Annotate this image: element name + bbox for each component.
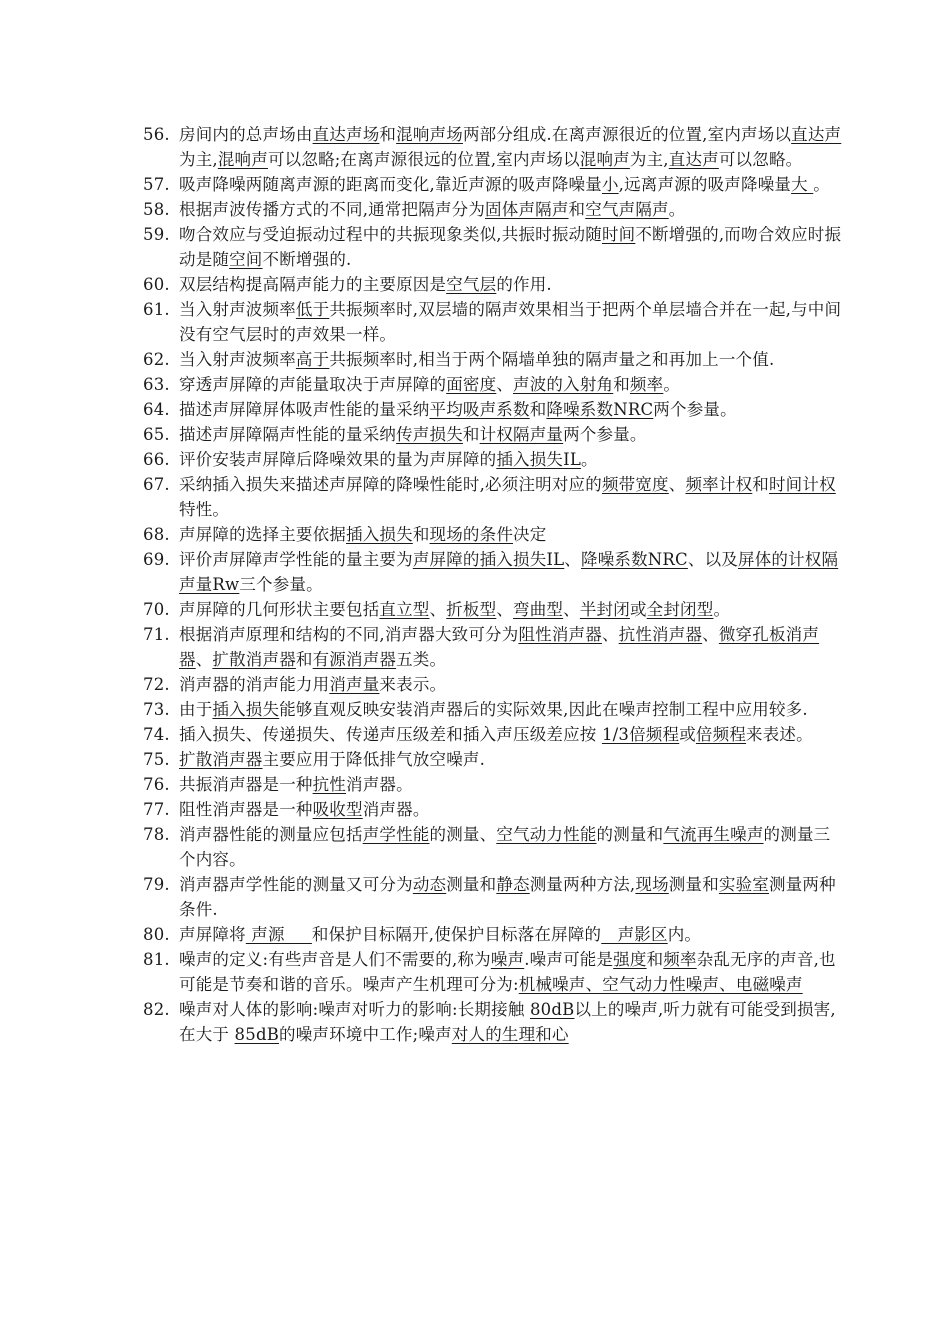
underlined-answer: 半封闭 (579, 600, 630, 619)
list-item (143, 822, 843, 872)
list-item (143, 547, 843, 597)
item-text (179, 822, 843, 872)
item-number: 75. (143, 750, 170, 769)
list-item (143, 697, 843, 722)
underlined-answer: 折板型 (446, 600, 497, 619)
item-text (179, 597, 843, 622)
item-number: 61. (143, 300, 170, 319)
text-segment: 共振频率时,相当于两个隔墙单独的隔声量之和再加上一个值. (329, 350, 775, 369)
text-segment: 能够直观反映安装消声器后的实际效果,因此在噪声控制工程中应用较多. (279, 700, 808, 719)
underlined-answer: 空气声隔声 (585, 200, 669, 219)
item-text (179, 397, 843, 422)
text-segment: 或 (629, 600, 647, 619)
underlined-answer: 降噪系数NRC (581, 550, 688, 569)
item-number: 69. (143, 550, 170, 569)
text-segment: 和 (462, 425, 480, 444)
underlined-answer: 频率 (663, 950, 697, 969)
text-segment: 、以及 (687, 550, 738, 569)
item-text (179, 172, 843, 197)
text-segment: 、 (429, 600, 447, 619)
text-segment: 评价声屏障声学性能的量主要为 (179, 550, 413, 569)
item-text (179, 797, 843, 822)
item-number: 74. (143, 725, 170, 744)
underlined-answer: 计权隔声量 (479, 425, 564, 444)
text-segment: 、 (195, 650, 213, 669)
text-segment: 消声器。 (346, 775, 413, 794)
text-segment: 三个参量。 (239, 575, 323, 594)
text-segment: 、 (601, 625, 619, 644)
item-number: 63. (143, 375, 170, 394)
item-number: 66. (143, 450, 170, 469)
text-segment: 。 (813, 175, 830, 194)
underlined-answer: 声影区 (601, 925, 668, 944)
text-segment: 来表述。 (746, 725, 813, 744)
item-number: 56. (143, 125, 170, 144)
underlined-answer: 降噪系数NRC (546, 400, 654, 419)
text-segment: 。 (668, 200, 686, 219)
underlined-answer: 85dB (234, 1025, 280, 1044)
text-segment: 插入损失、传递损失、传递声压级差和插入声压级差应按 (179, 725, 602, 744)
underlined-answer: 频率计权 (685, 475, 753, 494)
list-item (143, 597, 843, 622)
underlined-answer: 消声量 (329, 675, 380, 694)
underlined-answer: 频带宽度 (601, 475, 669, 494)
item-text (179, 347, 843, 372)
list-item (143, 372, 843, 397)
list-item (143, 522, 843, 547)
item-text (179, 722, 843, 747)
text-segment: 阻性消声器是一种 (179, 800, 313, 819)
text-segment: 、 (702, 625, 719, 644)
underlined-answer: 固体声隔声 (485, 200, 569, 219)
text-segment: 消声器性能的测量应包括 (179, 825, 363, 844)
text-segment: 、 (668, 475, 686, 494)
underlined-answer: 混响声场 (396, 125, 463, 144)
item-text (179, 472, 843, 522)
underlined-answer: 小 (601, 175, 619, 194)
item-text (179, 872, 843, 922)
item-number: 59. (143, 225, 170, 244)
list-item (143, 447, 843, 472)
underlined-answer: 抗性消声器 (618, 625, 703, 644)
underlined-answer: 对人的生理和心 (451, 1025, 569, 1044)
text-segment: 和 (568, 200, 586, 219)
text-segment: 消声器声学性能的测量又可分为 (179, 875, 413, 894)
underlined-answer: 插入损失 (346, 525, 413, 544)
underlined-answer: 静态 (496, 875, 530, 894)
text-segment: 、 (496, 600, 514, 619)
item-text (179, 297, 843, 347)
question-list (143, 122, 843, 1047)
item-text (179, 747, 843, 772)
text-segment: 。 (581, 450, 598, 469)
underlined-answer: 80dB (529, 1000, 575, 1019)
list-item (143, 797, 843, 822)
list-item (143, 772, 843, 797)
item-number: 79. (143, 875, 170, 894)
underlined-answer: 空间 (229, 250, 263, 269)
text-segment: 。 (663, 375, 681, 394)
text-segment: 双层结构提高隔声能力的主要原因是 (179, 275, 447, 294)
item-number: 72. (143, 675, 170, 694)
text-segment: 描述声屏障隔声性能的量采纳 (179, 425, 397, 444)
text-segment: 房间内的总声场由 (179, 125, 313, 144)
text-segment: 根据声波传播方式的不同,通常把隔声分为 (179, 200, 486, 219)
text-segment: 和 (379, 125, 397, 144)
list-item (143, 672, 843, 697)
item-text (179, 447, 843, 472)
underlined-answer: 实验室 (718, 875, 770, 894)
text-segment: 穿透声屏障的声能量取决于声屏障的 (179, 375, 447, 394)
text-segment: 、 (496, 375, 514, 394)
text-segment: 的测量和 (596, 825, 664, 844)
list-item (143, 872, 843, 922)
item-number: 73. (143, 700, 170, 719)
item-number: 76. (143, 775, 170, 794)
text-segment: 的噪声环境中工作;噪声 (279, 1025, 452, 1044)
text-segment: 和 (529, 400, 547, 419)
item-number: 70. (143, 600, 170, 619)
item-text (179, 672, 843, 697)
underlined-answer: 强度 (613, 950, 647, 969)
item-text (179, 547, 843, 597)
underlined-answer: 抗性 (312, 775, 347, 794)
item-text (179, 622, 843, 672)
underlined-answer: 气流再生噪声 (663, 825, 764, 844)
underlined-answer: 声学性能 (362, 825, 430, 844)
text-segment: 两个参量。 (563, 425, 647, 444)
list-item (143, 272, 843, 297)
item-number: 71. (143, 625, 170, 644)
underlined-answer: 直达声 (791, 125, 842, 144)
text-segment: 两部分组成.在离声源很近的位置,室内声场以 (462, 125, 792, 144)
underlined-answer: 声源 (245, 925, 312, 944)
item-text (179, 997, 843, 1047)
text-segment: 采纳插入损失来描述声屏障的降噪性能时,必须注明对应的 (179, 475, 602, 494)
underlined-answer: 声波的入射角 (513, 375, 614, 394)
text-segment: 五类。 (396, 650, 447, 669)
list-item (143, 947, 843, 997)
underlined-answer: 扩散消声器 (179, 750, 263, 769)
text-segment: 杂乱无序的声音,也可能是节奏和谐的音乐。噪声产生机理可分为: (179, 950, 836, 994)
item-text (179, 697, 843, 722)
item-number: 77. (143, 800, 170, 819)
text-segment: .噪声可能是 (524, 950, 614, 969)
item-text (179, 197, 843, 222)
text-segment: 和保护目标隔开,使保护目标落在屏障的 (311, 925, 602, 944)
text-segment: 测量和 (668, 875, 719, 894)
text-segment: 噪声的定义:有些声音是人们不需要的,称为 (179, 950, 491, 969)
item-number: 65. (143, 425, 170, 444)
underlined-answer: 有源消声器 (312, 650, 397, 669)
underlined-answer: 机械噪声、空气动力性噪声、电磁噪声 (518, 975, 803, 994)
item-number: 68. (143, 525, 170, 544)
text-segment: 来表示。 (379, 675, 447, 694)
text-segment: 噪声对人体的影响:噪声对听力的影响:长期接触 (179, 1000, 530, 1019)
text-segment: 的测量、 (429, 825, 497, 844)
text-segment: ,远离声源的吸声降噪量 (618, 175, 792, 194)
underlined-answer: 混响声 (217, 150, 268, 169)
item-text (179, 772, 843, 797)
text-segment: 为主, (629, 150, 669, 169)
item-number: 62. (143, 350, 170, 369)
text-segment: 或 (679, 725, 696, 744)
text-segment: 决定 (513, 525, 547, 544)
list-item (143, 747, 843, 772)
underlined-answer: 插入损失 (212, 700, 280, 719)
text-segment: 当入射声波频率 (179, 350, 296, 369)
item-text (179, 422, 843, 447)
underlined-answer: 弯曲型 (513, 600, 564, 619)
text-segment: 为主, (179, 150, 218, 169)
text-segment: 测量和 (446, 875, 497, 894)
list-item (143, 397, 843, 422)
list-item (143, 222, 843, 272)
text-segment: 声屏障将 (179, 925, 246, 944)
underlined-answer: 插入损失IL (496, 450, 581, 469)
underlined-answer: 空气动力性能 (496, 825, 597, 844)
text-segment: 共振消声器是一种 (179, 775, 313, 794)
text-segment: 以上的噪声,听力就有可能受到损害,在大于 (179, 1000, 836, 1044)
list-item (143, 172, 843, 197)
item-number: 58. (143, 200, 170, 219)
text-segment: 根据消声原理和结构的不同,消声器大致可分为 (179, 625, 519, 644)
text-segment: 和 (613, 375, 630, 394)
underlined-answer: 微穿孔板消声器 (179, 625, 820, 669)
list-item (143, 347, 843, 372)
text-segment: 测量两种方法, (529, 875, 636, 894)
text-segment: 和 (646, 950, 664, 969)
text-segment: 和 (752, 475, 769, 494)
text-segment: 描述声屏障屏体吸声性能的量采纳 (179, 400, 430, 419)
underlined-answer: 阻性消声器 (518, 625, 602, 644)
item-number: 57. (143, 175, 170, 194)
text-segment: 和 (295, 650, 313, 669)
underlined-answer: 直达声场 (312, 125, 380, 144)
underlined-answer: 面密度 (446, 375, 497, 394)
text-segment: 消声器。 (362, 800, 430, 819)
text-segment: 评价安装声屏障后降噪效果的量为声屏障的 (179, 450, 497, 469)
item-number: 64. (143, 400, 170, 419)
underlined-answer: 空气层 (446, 275, 497, 294)
text-segment: 共振频率时,双层墙的隔声效果相当于把两个单层墙合并在一起,与中间没有空气层时的声效果一样。 (179, 300, 842, 344)
list-item (143, 722, 843, 747)
item-text (179, 222, 843, 272)
text-segment: 内。 (667, 925, 702, 944)
list-item (143, 997, 843, 1047)
item-number: 60. (143, 275, 170, 294)
text-segment: 、 (563, 600, 580, 619)
underlined-answer: 1/3倍频程 (601, 725, 680, 744)
text-segment: 当入射声波频率 (179, 300, 296, 319)
text-segment: 测量两种条件. (179, 875, 836, 919)
text-segment: 不断增强的,而吻合效应时振动是随 (179, 225, 842, 269)
text-segment: 。 (713, 600, 731, 619)
underlined-answer: 直达声 (668, 150, 719, 169)
text-segment: 可以忽略。 (718, 150, 803, 169)
text-segment: 不断增强的. (262, 250, 352, 269)
list-item (143, 297, 843, 347)
text-segment: 吻合效应与受迫振动过程中的共振现象类似,共振时振动随 (179, 225, 602, 244)
underlined-answer: 混响声 (579, 150, 630, 169)
item-number: 81. (143, 950, 170, 969)
list-item (143, 422, 843, 447)
text-segment: 消声器的消声能力用 (179, 675, 330, 694)
underlined-answer: 倍频程 (695, 725, 747, 744)
text-segment: 声屏障的几何形状主要包括 (179, 600, 380, 619)
underlined-answer: 传声损失 (396, 425, 463, 444)
list-item (143, 922, 843, 947)
underlined-answer: 平均吸声系数 (429, 400, 530, 419)
item-text (179, 522, 843, 547)
underlined-answer: 现场的条件 (429, 525, 514, 544)
item-number: 78. (143, 825, 170, 844)
underlined-answer: 时间计权 (768, 475, 836, 494)
underlined-answer: 频率 (629, 375, 664, 394)
item-number: 80. (143, 925, 170, 944)
underlined-answer: 时间 (601, 225, 636, 244)
text-segment: 和 (412, 525, 430, 544)
underlined-answer: 噪声 (490, 950, 525, 969)
text-segment: 吸声降噪两随离声源的距离而变化,靠近声源的吸声降噪量 (179, 175, 602, 194)
text-segment: 的作用. (496, 275, 552, 294)
underlined-answer: 低于 (295, 300, 330, 319)
underlined-answer: 声屏障的插入损失IL (412, 550, 565, 569)
underlined-answer: 大 (791, 175, 814, 194)
item-text (179, 947, 843, 997)
list-item (143, 472, 843, 522)
text-segment: 特性。 (179, 500, 230, 519)
underlined-answer: 吸收型 (312, 800, 363, 819)
text-segment: 主要应用于降低排气放空噪声. (262, 750, 486, 769)
text-segment: 、 (564, 550, 581, 569)
item-number: 67. (143, 475, 170, 494)
underlined-answer: 现场 (635, 875, 669, 894)
text-segment: 声屏障的选择主要依据 (179, 525, 346, 544)
item-number: 82. (143, 1000, 170, 1019)
list-item (143, 122, 843, 172)
underlined-answer: 屏体的计权隔声量Rw (179, 550, 839, 594)
underlined-answer: 高于 (295, 350, 330, 369)
text-segment: 由于 (179, 700, 213, 719)
underlined-answer: 全封闭型 (646, 600, 714, 619)
underlined-answer: 直立型 (379, 600, 430, 619)
item-text (179, 272, 843, 297)
underlined-answer: 扩散消声器 (212, 650, 296, 669)
underlined-answer: 动态 (412, 875, 447, 894)
item-text (179, 372, 843, 397)
text-segment: 的测量三个内容。 (179, 825, 831, 869)
text-segment: 两个参量。 (653, 400, 737, 419)
list-item (143, 622, 843, 672)
item-text (179, 122, 843, 172)
list-item (143, 197, 843, 222)
item-text (179, 922, 843, 947)
text-segment: 可以忽略;在离声源很远的位置,室内声场以 (267, 150, 580, 169)
